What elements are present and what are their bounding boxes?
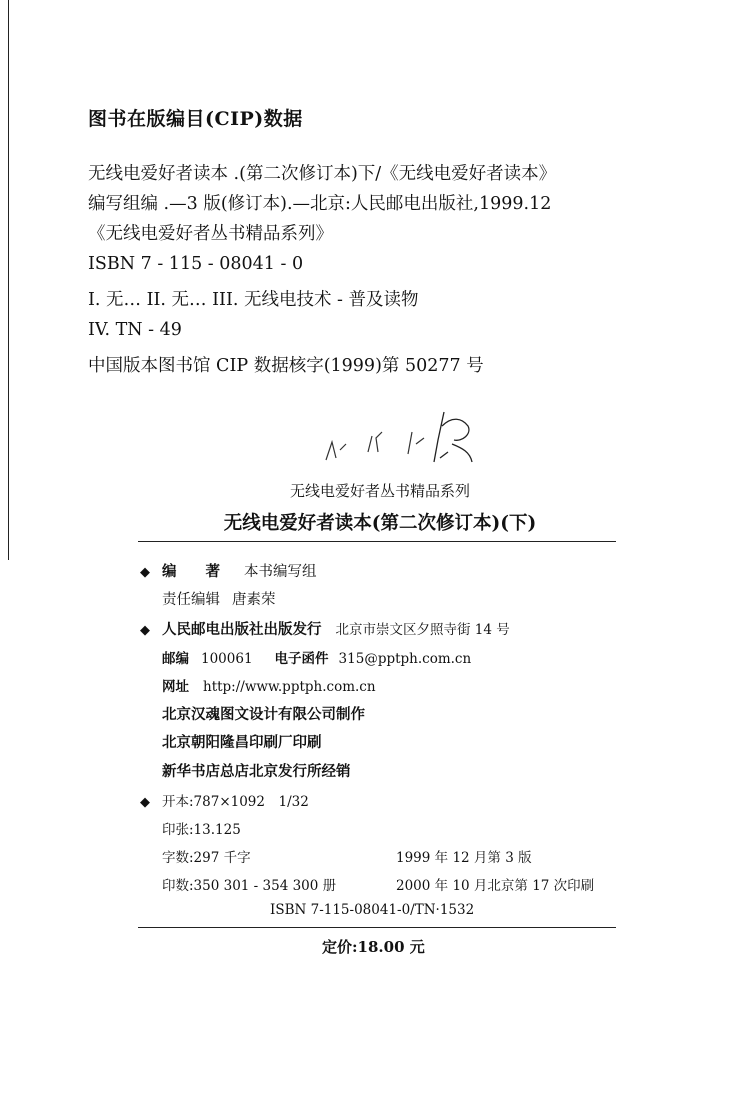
words-value: 字数:297 千字 <box>162 850 251 866</box>
bullet-icon: ◆ <box>140 623 150 638</box>
editor-value: 唐素荣 <box>232 592 276 608</box>
cip-line-1: 无线电爱好者读本 .(第二次修订本)下/《无线电爱好者读本》 <box>88 164 557 184</box>
editor-row <box>140 588 276 609</box>
publisher-address: 北京市崇文区夕照寺街 14 号 <box>335 622 510 638</box>
page-edge-line <box>8 0 9 560</box>
website-label: 网址 <box>162 679 189 695</box>
cip-heading: 图书在版编目(CIP)数据 <box>88 108 303 130</box>
cip-line-2: 编写组编 .—3 版(修订本).—北京:人民邮电出版社,1999.12 <box>88 194 552 214</box>
cip-record-number: 中国版本图书馆 CIP 数据核字(1999)第 50277 号 <box>88 356 484 376</box>
isbn-full: ISBN 7-115-08041-0/TN·1532 <box>270 902 475 918</box>
cip-line-3: 《无线电爱好者丛书精品系列》 <box>88 224 333 244</box>
cip-classification-2: IV. TN - 49 <box>88 320 182 340</box>
top-divider <box>138 541 616 542</box>
cip-classification-1: I. 无… II. 无… III. 无线电技术 - 普及读物 <box>88 290 419 310</box>
print-run-row <box>140 874 595 894</box>
author-row <box>140 560 317 581</box>
series-name: 无线电爱好者丛书精品系列 <box>289 482 470 500</box>
printing-company: 北京朝阳隆昌印刷厂印刷 <box>162 734 322 751</box>
website-value: http://www.pptph.com.cn <box>203 679 376 695</box>
book-title: 无线电爱好者读本(第二次修订本)(下) <box>223 513 537 534</box>
design-company: 北京汉魂图文设计有限公司制作 <box>162 706 365 723</box>
author-value: 本书编写组 <box>244 564 317 580</box>
words-edition-row <box>140 846 532 866</box>
website-row <box>140 675 376 695</box>
bullet-icon: ◆ <box>140 565 150 580</box>
email-label: 电子函件 <box>274 651 329 667</box>
bottom-divider <box>138 927 616 928</box>
print-count-value: 印数:350 301 - 354 300 册 <box>162 878 337 894</box>
postcode-label: 邮编 <box>162 651 189 667</box>
handwritten-signature <box>312 392 492 472</box>
publisher-value: 人民邮电出版社出版发行 <box>162 621 322 638</box>
edition-value: 1999 年 12 月第 3 版 <box>396 850 532 866</box>
postcode-value: 100061 <box>201 651 253 667</box>
distributor: 新华书店总店北京发行所经销 <box>162 763 351 780</box>
format-row <box>140 790 309 810</box>
sheets-value: 印张:13.125 <box>162 822 241 838</box>
cip-data-block <box>88 104 688 381</box>
bullet-icon: ◆ <box>140 795 150 810</box>
price: 定价:18.00 元 <box>322 938 425 956</box>
editor-label: 责任编辑 <box>162 592 220 608</box>
format-value: 开本:787×1092 1/32 <box>162 794 309 810</box>
contact-row <box>140 647 471 667</box>
cip-isbn: ISBN 7 - 115 - 08041 - 0 <box>88 254 304 274</box>
email-value: 315@pptph.com.cn <box>338 651 472 667</box>
printing-value: 2000 年 10 月北京第 17 次印刷 <box>396 878 595 894</box>
publisher-row <box>140 618 510 639</box>
author-label: 编 著 <box>162 563 220 580</box>
